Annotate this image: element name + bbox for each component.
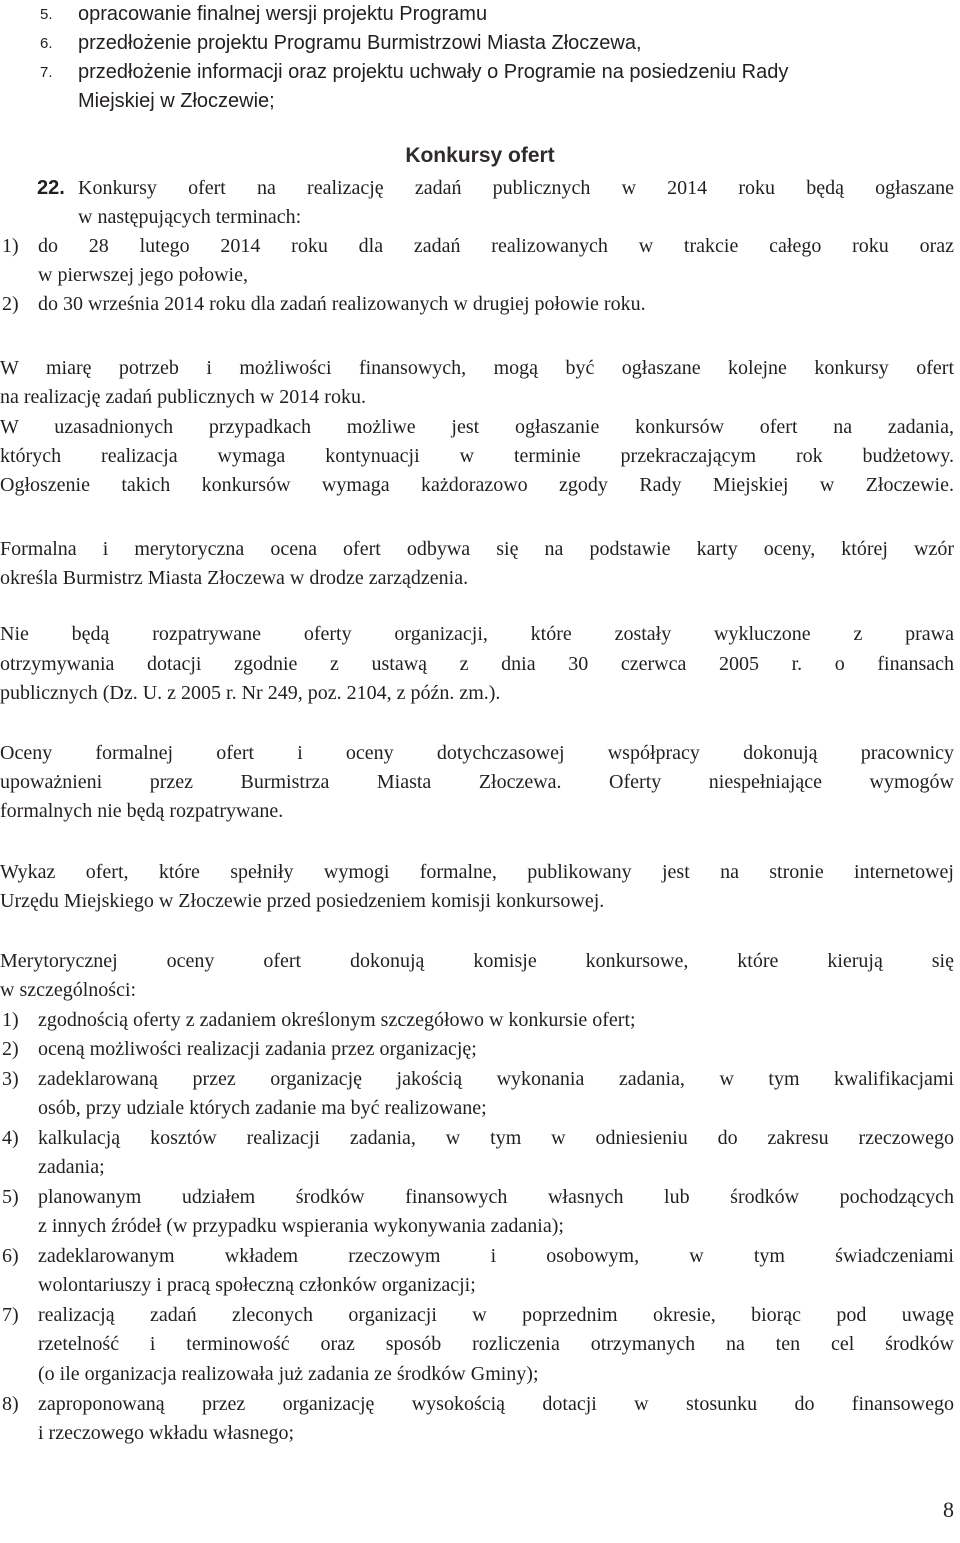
list-number: 2) [2,293,19,315]
list-text: planowanym udziałem środków finansowych własnych lub środków pochodzących [38,1186,954,1208]
paragraph-line: publicznych (Dz. U. z 2005 r. Nr 249, poz. 2104, z późn. zm.). [0,682,501,704]
list-text: kalkulacją kosztów realizacji zadania, w tym w odniesieniu do zakresu rzeczowego [38,1127,954,1149]
list-text: do 28 lutego 2014 roku dla zadań realizowanych w trakcie całego roku oraz [38,235,954,257]
list-text: zadeklarowaną przez organizację jakością wykonania zadania, w tym kwalifikacjami [38,1068,954,1090]
paragraph-line: których realizacja wymaga kontynuacji w terminie przekraczającym rok budżetowy. [0,445,954,467]
paragraph-line: na realizację zadań publicznych w 2014 roku. [0,386,366,408]
list-number: 4) [2,1127,19,1149]
paragraph-line: Merytorycznej oceny ofert dokonują komisje konkursowe, które kierują się [0,950,954,972]
paragraph-line: otrzymywania dotacji zgodnie z ustawą z dnia 30 czerwca 2005 r. o finansach [0,653,954,675]
list-text: opracowanie finalnej wersji projektu Programu [78,3,488,25]
list-text: zgodnością oferty z zadaniem określonym szczegółowo w konkursie ofert; [38,1009,636,1031]
list-text: z innych źródeł (w przypadku wspierania wykonywania zadania); [38,1215,564,1237]
list-text: (o ile organizacja realizowała już zadania ze środków Gminy); [38,1363,539,1385]
list-text: oceną możliwości realizacji zadania przez organizację; [38,1038,477,1060]
list-number: 3) [2,1068,19,1090]
page-number: 8 [943,1497,954,1522]
paragraph-line: upoważnieni przez Burmistrza Miasta Złoczewa. Oferty niespełniające wymogów [0,771,954,793]
paragraph-line: Formalna i merytoryczna ocena ofert odbywa się na podstawie karty oceny, której wzór [0,538,954,560]
list-number: 1) [2,1009,19,1031]
list-text: i rzeczowego wkładu własnego; [38,1422,295,1444]
section-title: Konkursy ofert [405,144,555,167]
paragraph-line: W miarę potrzeb i możliwości finansowych, mogą być ogłaszane kolejne konkursy ofert [0,357,954,379]
paragraph-line: Ogłoszenie takich konkursów wymaga każdorazowo zgody Rady Miejskiej w Złoczewie. [0,474,954,496]
list-text: w pierwszej jego połowie, [38,264,248,286]
list-text: osób, przy udziale których zadanie ma być realizowane; [38,1097,487,1119]
list-text: zadeklarowanym wkładem rzeczowym i osobowym, w tym świadczeniami [38,1245,954,1267]
list-text: Miejskiej w Złoczewie; [78,90,275,112]
section-text: w następujących terminach: [78,206,302,228]
paragraph-line: Wykaz ofert, które spełniły wymogi formalne, publikowany jest na stronie internetowej [0,861,954,883]
list-number: 1) [2,235,19,257]
paragraph-line: W uzasadnionych przypadkach możliwe jest ogłaszanie konkursów ofert na zadania, [0,416,954,438]
list-text: przedłożenie informacji oraz projektu uchwały o Programie na posiedzeniu Rady [78,61,789,83]
paragraph-line: określa Burmistrz Miasta Złoczewa w drodze zarządzenia. [0,567,469,589]
paragraph-line: Nie będą rozpatrywane oferty organizacji, które zostały wykluczone z prawa [0,623,954,645]
list-text: wolontariuszy i pracą społeczną członków organizacji; [38,1274,476,1296]
list-number: 2) [2,1038,19,1060]
list-number: 5) [2,1186,19,1208]
paragraph-line: w szczególności: [0,979,137,1001]
list-number: 6. [40,35,53,52]
list-number: 6) [2,1245,19,1267]
list-text: zaproponowaną przez organizację wysokością dotacji w stosunku do finansowego [38,1393,954,1415]
list-number: 8) [2,1393,19,1415]
paragraph-line: formalnych nie będą rozpatrywane. [0,800,284,822]
section-text: Konkursy ofert na realizację zadań publicznych w 2014 roku będą ogłaszane [78,177,954,199]
paragraph-line: Urzędu Miejskiego w Złoczewie przed posiedzeniem komisji konkursowej. [0,890,605,912]
list-text: do 30 września 2014 roku dla zadań realizowanych w drugiej połowie roku. [38,293,646,315]
list-number: 5. [40,6,53,23]
list-text: przedłożenie projektu Programu Burmistrzowi Miasta Złoczewa, [78,32,642,54]
list-text: rzetelność i terminowość oraz sposób rozliczenia otrzymanych na ten cel środków [38,1333,954,1355]
list-number: 7. [40,64,53,81]
section-number: 22. [37,177,65,199]
list-number: 7) [2,1304,19,1326]
list-text: realizacją zadań zleconych organizacji w poprzednim okresie, biorąc pod uwagę [38,1304,954,1326]
paragraph-line: Oceny formalnej ofert i oceny dotychczasowej współpracy dokonują pracownicy [0,742,954,764]
list-text: zadania; [38,1156,105,1178]
